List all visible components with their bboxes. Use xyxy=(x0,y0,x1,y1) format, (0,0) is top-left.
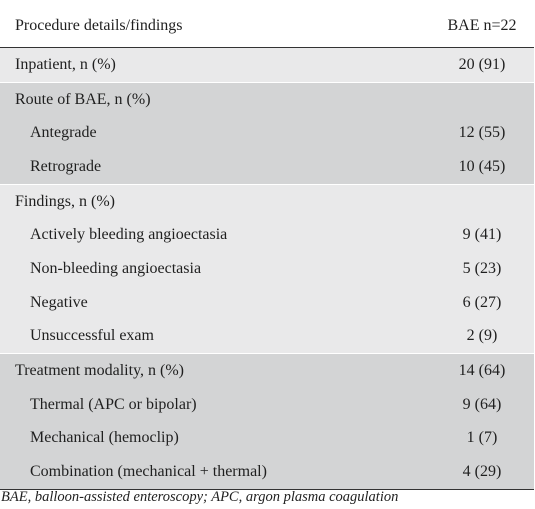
header-procedure: Procedure details/findings xyxy=(0,5,430,48)
row-label: Negative xyxy=(30,293,88,311)
row-value: 20 (91) xyxy=(458,55,506,73)
row-value: 14 (64) xyxy=(430,354,534,388)
header-bae: BAE n=22 xyxy=(430,5,534,48)
row-value: 10 (45) xyxy=(458,157,506,175)
row-label: Combination (mechanical + thermal) xyxy=(0,455,430,489)
row-value xyxy=(430,184,534,218)
row-value xyxy=(430,82,534,116)
row-label: Findings, n (%) xyxy=(0,184,430,218)
row-label: Route of BAE, n (%) xyxy=(0,82,430,116)
row-label: Unsuccessful exam xyxy=(30,327,154,345)
row-value: 6 (27) xyxy=(462,293,502,311)
table-footnote: BAE, balloon-assisted enteroscopy; APC, argon plasma coagulation xyxy=(1,489,399,505)
table-row xyxy=(0,422,534,456)
row-label: Mechanical (hemoclip) xyxy=(30,429,179,447)
row-value: 12 (55) xyxy=(458,124,506,142)
row-label: Antegrade xyxy=(30,124,97,142)
row-label: Retrograde xyxy=(30,157,102,175)
procedure-findings-table xyxy=(0,5,534,490)
table-row xyxy=(0,455,534,489)
table-row xyxy=(0,218,534,252)
row-label: Non-bleeding angioectasia xyxy=(30,259,202,277)
table-row xyxy=(0,184,534,218)
row-value: 9 (64) xyxy=(462,395,502,413)
table-row xyxy=(0,150,534,184)
table-row xyxy=(0,82,534,116)
row-value: 1 (7) xyxy=(466,429,498,447)
row-value: 4 (29) xyxy=(430,455,534,489)
table-row xyxy=(0,320,534,354)
table-row xyxy=(0,388,534,422)
table-row xyxy=(0,116,534,150)
row-value: 5 (23) xyxy=(462,259,502,277)
row-value: 9 (41) xyxy=(462,226,502,244)
row-label: Thermal (APC or bipolar) xyxy=(30,395,197,413)
table-row xyxy=(0,252,534,286)
row-label: Actively bleeding angioectasia xyxy=(30,226,228,244)
row-label: Treatment modality, n (%) xyxy=(0,354,430,388)
table-row xyxy=(0,354,534,388)
row-value: 2 (9) xyxy=(466,327,498,345)
table-row xyxy=(0,48,534,83)
table-row xyxy=(0,286,534,320)
row-label: Inpatient, n (%) xyxy=(15,55,116,73)
table-header-row xyxy=(0,5,534,48)
